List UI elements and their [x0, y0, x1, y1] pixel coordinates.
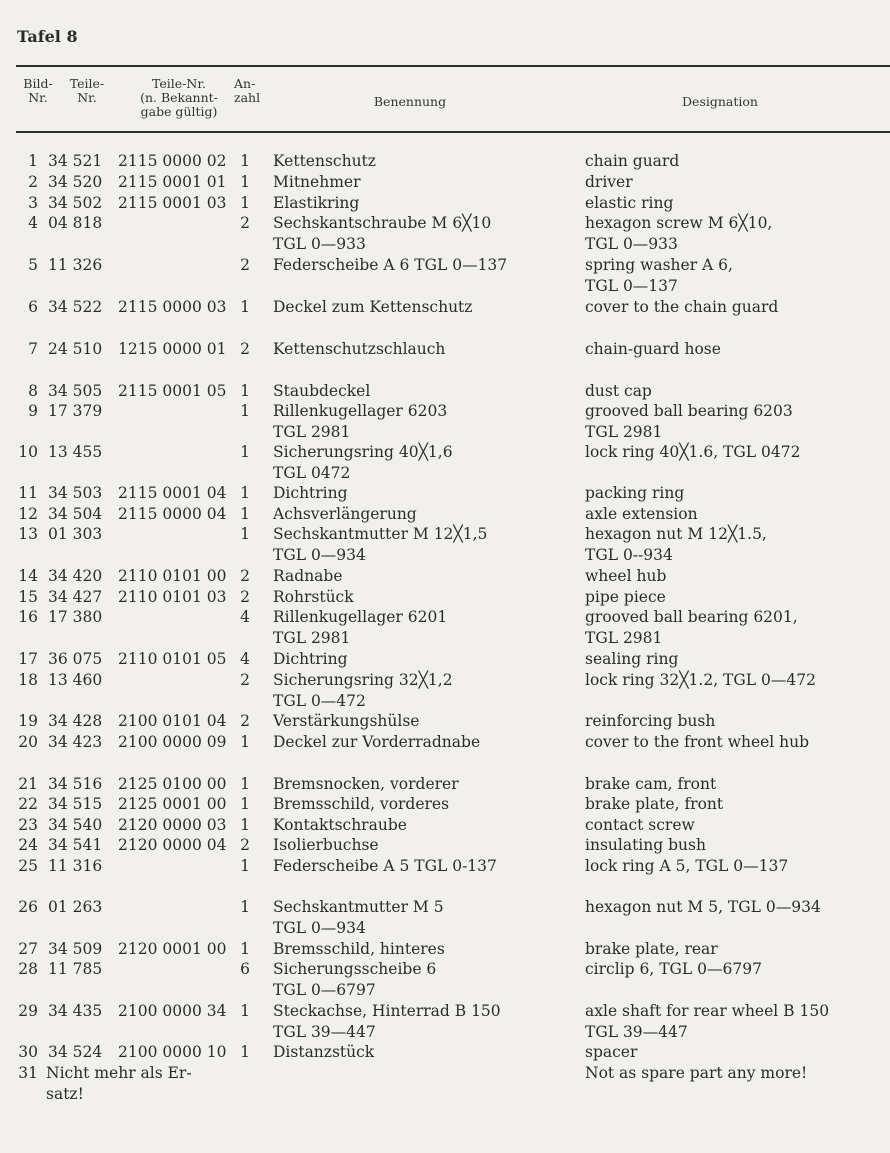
cell-teile-nr: 24 510	[48, 340, 103, 358]
cell-teile-nr: 01 263	[48, 898, 103, 916]
cell-benennung: Dichtring	[273, 650, 348, 668]
cell-teile-nr: 04 818	[48, 214, 103, 232]
cell-benennung: Sicherungsscheibe 6 TGL 0—6797	[273, 960, 437, 999]
cell-designation: cover to the front wheel hub	[585, 733, 810, 751]
cell-benennung: Steckachse, Hinterrad B 150 TGL 39—447	[273, 1002, 501, 1041]
cell-bild-nr: 15	[18, 588, 38, 606]
cell-note-de: Nicht mehr als Er- satz!	[46, 1064, 192, 1103]
cell-teile-nr-bekanntgabe: 2110 0101 00	[118, 567, 227, 585]
cell-teile-nr-bekanntgabe: 1215 0000 01	[118, 340, 227, 358]
cell-anzahl: 1	[240, 402, 250, 420]
cell-anzahl: 1	[240, 857, 250, 875]
page-title: Tafel 8	[17, 27, 78, 46]
cell-benennung: Federscheibe A 6 TGL 0—137	[273, 256, 508, 274]
cell-anzahl: 1	[240, 1043, 250, 1061]
cell-teile-nr: 34 435	[48, 1002, 103, 1020]
cell-anzahl: 4	[240, 650, 250, 668]
cell-anzahl: 2	[240, 671, 250, 689]
cell-designation: lock ring 40╳1.6, TGL 0472	[585, 443, 801, 461]
cell-designation: sealing ring	[585, 650, 679, 668]
cell-designation: spacer	[585, 1043, 638, 1061]
cell-teile-nr: 34 420	[48, 567, 103, 585]
cell-designation: driver	[585, 173, 633, 191]
cell-teile-nr-bekanntgabe: 2125 0100 00	[118, 775, 227, 793]
cell-benennung: Kontaktschraube	[273, 816, 407, 834]
cell-benennung: Sicherungsring 32╳1,2 TGL 0—472	[273, 671, 453, 710]
cell-teile-nr: 13 460	[48, 671, 103, 689]
cell-teile-nr: 11 316	[48, 857, 103, 875]
cell-bild-nr: 6	[28, 298, 38, 316]
cell-bild-nr: 24	[18, 836, 38, 854]
cell-designation: axle extension	[585, 505, 698, 523]
cell-teile-nr: 17 380	[48, 608, 103, 626]
cell-designation: grooved ball bearing 6203 TGL 2981	[585, 402, 793, 441]
cell-anzahl: 1	[240, 775, 250, 793]
cell-benennung: Kettenschutz	[273, 152, 376, 170]
cell-designation: brake cam, front	[585, 775, 717, 793]
cell-teile-nr: 34 427	[48, 588, 103, 606]
cell-anzahl: 1	[240, 298, 250, 316]
cell-anzahl: 1	[240, 1002, 250, 1020]
cell-anzahl: 2	[240, 836, 250, 854]
cell-designation: spring washer A 6, TGL 0—137	[585, 256, 733, 295]
cell-designation: contact screw	[585, 816, 695, 834]
cell-benennung: Sicherungsring 40╳1,6 TGL 0472	[273, 443, 453, 482]
cell-anzahl: 2	[240, 567, 250, 585]
cell-anzahl: 1	[240, 152, 250, 170]
cell-anzahl: 1	[240, 382, 250, 400]
cell-anzahl: 1	[240, 733, 250, 751]
cell-teile-nr-bekanntgabe: 2120 0000 04	[118, 836, 227, 854]
header-anzahl: An- zahl	[234, 76, 261, 105]
cell-teile-nr: 34 509	[48, 940, 103, 958]
cell-designation: axle shaft for rear wheel B 150 TGL 39—447	[585, 1002, 830, 1041]
cell-anzahl: 2	[240, 712, 250, 730]
cell-teile-nr-bekanntgabe: 2115 0001 04	[118, 484, 227, 502]
cell-anzahl: 2	[240, 214, 250, 232]
cell-benennung: Sechskantmutter M 5 TGL 0—934	[273, 898, 444, 937]
cell-bild-nr: 29	[18, 1002, 38, 1020]
cell-designation: hexagon nut M 12╳1.5, TGL 0--934	[585, 525, 767, 564]
cell-teile-nr-bekanntgabe: 2115 0000 04	[118, 505, 227, 523]
cell-designation: packing ring	[585, 484, 685, 502]
cell-bild-nr: 4	[28, 214, 38, 232]
cell-bild-nr: 25	[18, 857, 38, 875]
cell-anzahl: 1	[240, 940, 250, 958]
cell-teile-nr-bekanntgabe: 2120 0001 00	[118, 940, 227, 958]
cell-teile-nr-bekanntgabe: 2125 0001 00	[118, 795, 227, 813]
cell-benennung: Distanzstück	[273, 1043, 375, 1061]
cell-anzahl: 2	[240, 340, 250, 358]
header-teile-nr-bekanntgabe: Teile-Nr. (n. Bekannt- gabe gültig)	[140, 76, 218, 119]
cell-bild-nr: 10	[18, 443, 38, 461]
cell-bild-nr: 11	[18, 484, 38, 502]
cell-bild-nr: 26	[18, 898, 38, 916]
cell-teile-nr: 34 503	[48, 484, 103, 502]
cell-designation: elastic ring	[585, 194, 674, 212]
cell-bild-nr: 21	[18, 775, 38, 793]
cell-bild-nr: 9	[28, 402, 38, 420]
cell-benennung: Bremsschild, vorderes	[273, 795, 450, 813]
cell-benennung: Verstärkungshülse	[273, 712, 420, 730]
cell-note-en: Not as spare part any more!	[585, 1064, 808, 1082]
cell-bild-nr: 30	[18, 1043, 38, 1061]
cell-designation: wheel hub	[585, 567, 667, 585]
cell-bild-nr: 31	[18, 1064, 38, 1082]
cell-designation: circlip 6, TGL 0—6797	[585, 960, 762, 978]
cell-teile-nr-bekanntgabe: 2115 0001 01	[118, 173, 227, 191]
cell-bild-nr: 14	[18, 567, 38, 585]
cell-teile-nr: 17 379	[48, 402, 103, 420]
cell-anzahl: 4	[240, 608, 250, 626]
cell-bild-nr: 16	[18, 608, 38, 626]
cell-bild-nr: 3	[28, 194, 38, 212]
cell-benennung: Isolierbuchse	[273, 836, 379, 854]
cell-benennung: Dichtring	[273, 484, 348, 502]
cell-teile-nr-bekanntgabe: 2100 0000 09	[118, 733, 227, 751]
cell-teile-nr-bekanntgabe: 2120 0000 03	[118, 816, 227, 834]
cell-benennung: Sechskantschraube M 6╳10 TGL 0—933	[273, 214, 492, 253]
cell-bild-nr: 2	[28, 173, 38, 191]
cell-teile-nr-bekanntgabe: 2100 0000 10	[118, 1043, 227, 1061]
cell-teile-nr: 34 516	[48, 775, 103, 793]
cell-teile-nr-bekanntgabe: 2110 0101 05	[118, 650, 227, 668]
cell-benennung: Achsverlängerung	[273, 505, 417, 523]
cell-teile-nr: 01 303	[48, 525, 103, 543]
header-teile-nr: Teile- Nr.	[69, 76, 105, 105]
cell-teile-nr: 34 540	[48, 816, 103, 834]
cell-teile-nr: 34 428	[48, 712, 103, 730]
cell-anzahl: 1	[240, 898, 250, 916]
cell-designation: lock ring A 5, TGL 0—137	[585, 857, 789, 875]
cell-teile-nr: 34 515	[48, 795, 103, 813]
cell-benennung: Rohrstück	[273, 588, 354, 606]
cell-designation: chain guard	[585, 152, 680, 170]
cell-benennung: Kettenschutzschlauch	[273, 340, 446, 358]
cell-teile-nr: 13 455	[48, 443, 103, 461]
cell-designation: insulating bush	[585, 836, 706, 854]
cell-teile-nr-bekanntgabe: 2115 0001 03	[118, 194, 227, 212]
cell-teile-nr: 11 326	[48, 256, 103, 274]
cell-teile-nr: 34 521	[48, 152, 103, 170]
cell-anzahl: 1	[240, 173, 250, 191]
cell-designation: lock ring 32╳1.2, TGL 0—472	[585, 671, 816, 689]
cell-benennung: Federscheibe A 5 TGL 0-137	[273, 857, 497, 875]
cell-teile-nr: 34 524	[48, 1043, 103, 1061]
cell-bild-nr: 12	[18, 505, 38, 523]
cell-bild-nr: 8	[28, 382, 38, 400]
header-bild-nr: Bild- Nr.	[23, 76, 53, 105]
cell-teile-nr-bekanntgabe: 2115 0000 02	[118, 152, 227, 170]
cell-benennung: Deckel zur Vorderradnabe	[273, 733, 481, 751]
cell-benennung: Bremsschild, hinteres	[273, 940, 445, 958]
cell-designation: cover to the chain guard	[585, 298, 779, 316]
cell-teile-nr: 11 785	[48, 960, 103, 978]
cell-bild-nr: 5	[28, 256, 38, 274]
cell-designation: pipe piece	[585, 588, 666, 606]
cell-designation: reinforcing bush	[585, 712, 716, 730]
cell-benennung: Bremsnocken, vorderer	[273, 775, 459, 793]
cell-benennung: Deckel zum Kettenschutz	[273, 298, 473, 316]
cell-benennung: Elastikring	[273, 194, 360, 212]
cell-bild-nr: 7	[28, 340, 38, 358]
cell-anzahl: 1	[240, 194, 250, 212]
cell-designation: dust cap	[585, 382, 652, 400]
cell-teile-nr-bekanntgabe: 2115 0000 03	[118, 298, 227, 316]
cell-anzahl: 1	[240, 484, 250, 502]
cell-benennung: Rillenkugellager 6203 TGL 2981	[273, 402, 448, 441]
cell-teile-nr: 34 541	[48, 836, 103, 854]
cell-bild-nr: 22	[18, 795, 38, 813]
cell-bild-nr: 18	[18, 671, 38, 689]
cell-teile-nr-bekanntgabe: 2115 0001 05	[118, 382, 227, 400]
cell-teile-nr: 34 502	[48, 194, 103, 212]
cell-designation: brake plate, rear	[585, 940, 718, 958]
cell-teile-nr: 34 520	[48, 173, 103, 191]
cell-teile-nr: 34 504	[48, 505, 103, 523]
cell-benennung: Sechskantmutter M 12╳1,5 TGL 0—934	[273, 525, 488, 564]
cell-anzahl: 1	[240, 816, 250, 834]
cell-bild-nr: 23	[18, 816, 38, 834]
cell-benennung: Rillenkugellager 6201 TGL 2981	[273, 608, 448, 647]
cell-bild-nr: 19	[18, 712, 38, 730]
cell-bild-nr: 28	[18, 960, 38, 978]
cell-anzahl: 1	[240, 525, 250, 543]
cell-benennung: Radnabe	[273, 567, 343, 585]
cell-designation: grooved ball bearing 6201, TGL 2981	[585, 608, 798, 647]
cell-teile-nr: 34 423	[48, 733, 103, 751]
cell-benennung: Staubdeckel	[273, 382, 371, 400]
cell-teile-nr-bekanntgabe: 2100 0000 34	[118, 1002, 227, 1020]
cell-anzahl: 1	[240, 443, 250, 461]
cell-bild-nr: 13	[18, 525, 38, 543]
cell-designation: hexagon nut M 5, TGL 0—934	[585, 898, 821, 916]
header-benennung: Benennung	[373, 94, 447, 109]
cell-benennung: Mitnehmer	[273, 173, 361, 191]
header-designation: Designation	[682, 94, 758, 109]
cell-designation: chain-guard hose	[585, 340, 721, 358]
cell-bild-nr: 27	[18, 940, 38, 958]
cell-bild-nr: 1	[28, 152, 38, 170]
cell-teile-nr-bekanntgabe: 2100 0101 04	[118, 712, 227, 730]
cell-anzahl: 2	[240, 256, 250, 274]
cell-bild-nr: 17	[18, 650, 38, 668]
header-bottom-rule	[16, 131, 890, 133]
top-rule	[16, 65, 890, 67]
cell-teile-nr: 36 075	[48, 650, 103, 668]
cell-teile-nr: 34 505	[48, 382, 103, 400]
cell-anzahl: 1	[240, 795, 250, 813]
cell-bild-nr: 20	[18, 733, 38, 751]
cell-designation: hexagon screw M 6╳10, TGL 0—933	[585, 214, 773, 253]
cell-anzahl: 1	[240, 505, 250, 523]
cell-anzahl: 6	[240, 960, 250, 978]
cell-anzahl: 2	[240, 588, 250, 606]
cell-teile-nr-bekanntgabe: 2110 0101 03	[118, 588, 227, 606]
cell-teile-nr: 34 522	[48, 298, 103, 316]
cell-designation: brake plate, front	[585, 795, 724, 813]
